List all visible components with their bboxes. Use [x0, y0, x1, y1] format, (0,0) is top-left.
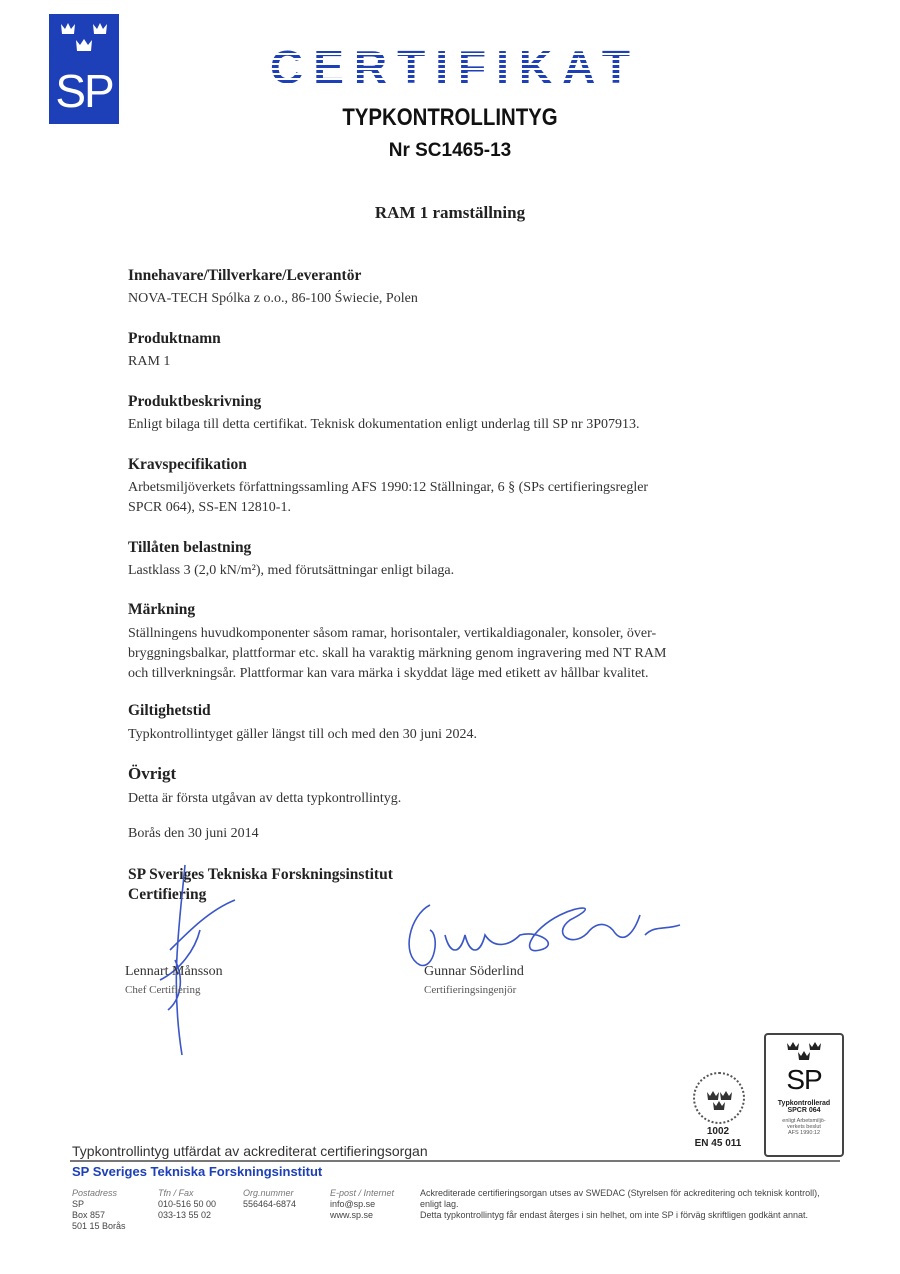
section-text: bryggningsbalkar, plattformar etc. skall ha varaktig märkning genom ingravering med NT RAM — [128, 646, 667, 661]
crowns-icon — [784, 1041, 824, 1061]
footer-address: Postadress SP Box 857 501 15 Borås — [72, 1188, 126, 1231]
footer-notes: Ackrediterade certifieringsorgan utses av SWEDAC (Styrelsen för ackreditering och teknisk kontroll), enligt lag. Detta typkontrollintyg får endast återges i sin helhet, om inte SP i förväg skriftligen godkänt annat. — [420, 1188, 820, 1220]
email-link[interactable]: info@sp.se — [330, 1199, 376, 1209]
section-heading: Tillåten belastning — [128, 539, 252, 556]
signature-soderlind — [400, 875, 700, 975]
signatory-title: Chef Certifiering — [125, 984, 201, 996]
signatory-name: Gunnar Söderlind — [424, 964, 524, 979]
swedac-seal — [693, 1072, 745, 1124]
section-text: Lastklass 3 (2,0 kN/m²), med förutsättningar enligt bilaga. — [128, 563, 455, 578]
signatory-name: Lennart Månsson — [125, 964, 223, 979]
seal-number: 1002 — [706, 1126, 730, 1137]
signature-mansson — [140, 860, 250, 1060]
logo-text: SP — [55, 65, 113, 117]
crowns-icon — [695, 1074, 743, 1122]
stamp-text: AFS 1990:12 — [787, 1130, 821, 1136]
section-text: Ställningens huvudkomponenter såsom ramar, horisontaler, vertikaldiagonaler, konsoler, över- — [128, 626, 657, 641]
sp-logo — [49, 14, 119, 124]
section-heading: Märkning — [128, 601, 196, 618]
stamp-logo: SP — [786, 1064, 822, 1095]
section-text: RAM 1 — [128, 354, 171, 369]
section-heading: Giltighetstid — [128, 702, 211, 719]
section-heading: Kravspecifikation — [128, 456, 247, 473]
section-text: SPCR 064), SS-EN 12810-1. — [128, 500, 291, 515]
section-text: Typkontrollintyget gäller längst till och med den 30 juni 2024. — [128, 727, 477, 742]
stamp-text: Typkontrollerad — [777, 1100, 831, 1107]
certificate-title: CERTIFIKAT — [270, 41, 641, 93]
footer-contact: E-post / Internet info@sp.se www.sp.se — [330, 1188, 395, 1220]
footer-phone: Tfn / Fax 010-516 50 00 033-13 55 02 — [158, 1188, 217, 1220]
section-text: Detta är första utgåvan av detta typkontrollintyg. — [128, 791, 402, 806]
issuer-org: SP Sveriges Tekniska Forskningsinstitut — [128, 866, 393, 883]
section-heading: Övrigt — [128, 764, 177, 783]
stamp-text: enligt Arbetsmiljö- — [782, 1118, 826, 1124]
signatory-title: Certifieringsingenjör — [424, 984, 517, 996]
section-text: NOVA-TECH Spólka z o.o., 86-100 Świecie, Polen — [128, 291, 418, 306]
section-text: Enligt bilaga till detta certifikat. Teknisk dokumentation enligt underlag till SP nr 3P07913. — [128, 417, 640, 432]
footer-title: Typkontrollintyg utfärdat av ackrediterat certifieringsorgan — [72, 1143, 428, 1159]
section-heading: Produktnamn — [128, 330, 221, 347]
website-link[interactable]: www.sp.se — [330, 1210, 374, 1220]
footer-divider — [70, 1160, 840, 1162]
seal-standard: EN 45 011 — [694, 1138, 742, 1149]
footer-org: SP Sveriges Tekniska Forskningsinstitut — [72, 1164, 323, 1179]
stamp-text: verkets beslut — [787, 1124, 821, 1130]
three-crowns-icon — [57, 20, 111, 60]
section-heading: Innehavare/Tillverkare/Leverantör — [128, 267, 362, 284]
certificate-subtitle: TYPKONTROLLINTYG — [342, 104, 558, 131]
sp-certification-stamp — [764, 1033, 844, 1157]
section-text: Arbetsmiljöverkets författningssamling AFS 1990:12 Ställningar, 6 § (SPs certifieringsregler — [128, 480, 649, 495]
certificate-number: Nr SC1465-13 — [388, 140, 512, 161]
issuer-dept: Certifiering — [128, 886, 207, 903]
section-heading: Produktbeskrivning — [128, 393, 262, 410]
section-text: och tillverkningsår. Plattformar kan vara märka i skyddat läge med etikett av hållbar kvalitet. — [128, 666, 649, 681]
product-title: RAM 1 ramställning — [374, 203, 526, 222]
place-date: Borås den 30 juni 2014 — [128, 826, 259, 841]
footer-org-number: Org.nummer 556464-6874 — [243, 1188, 297, 1209]
stamp-text: SPCR 064 — [787, 1107, 821, 1114]
